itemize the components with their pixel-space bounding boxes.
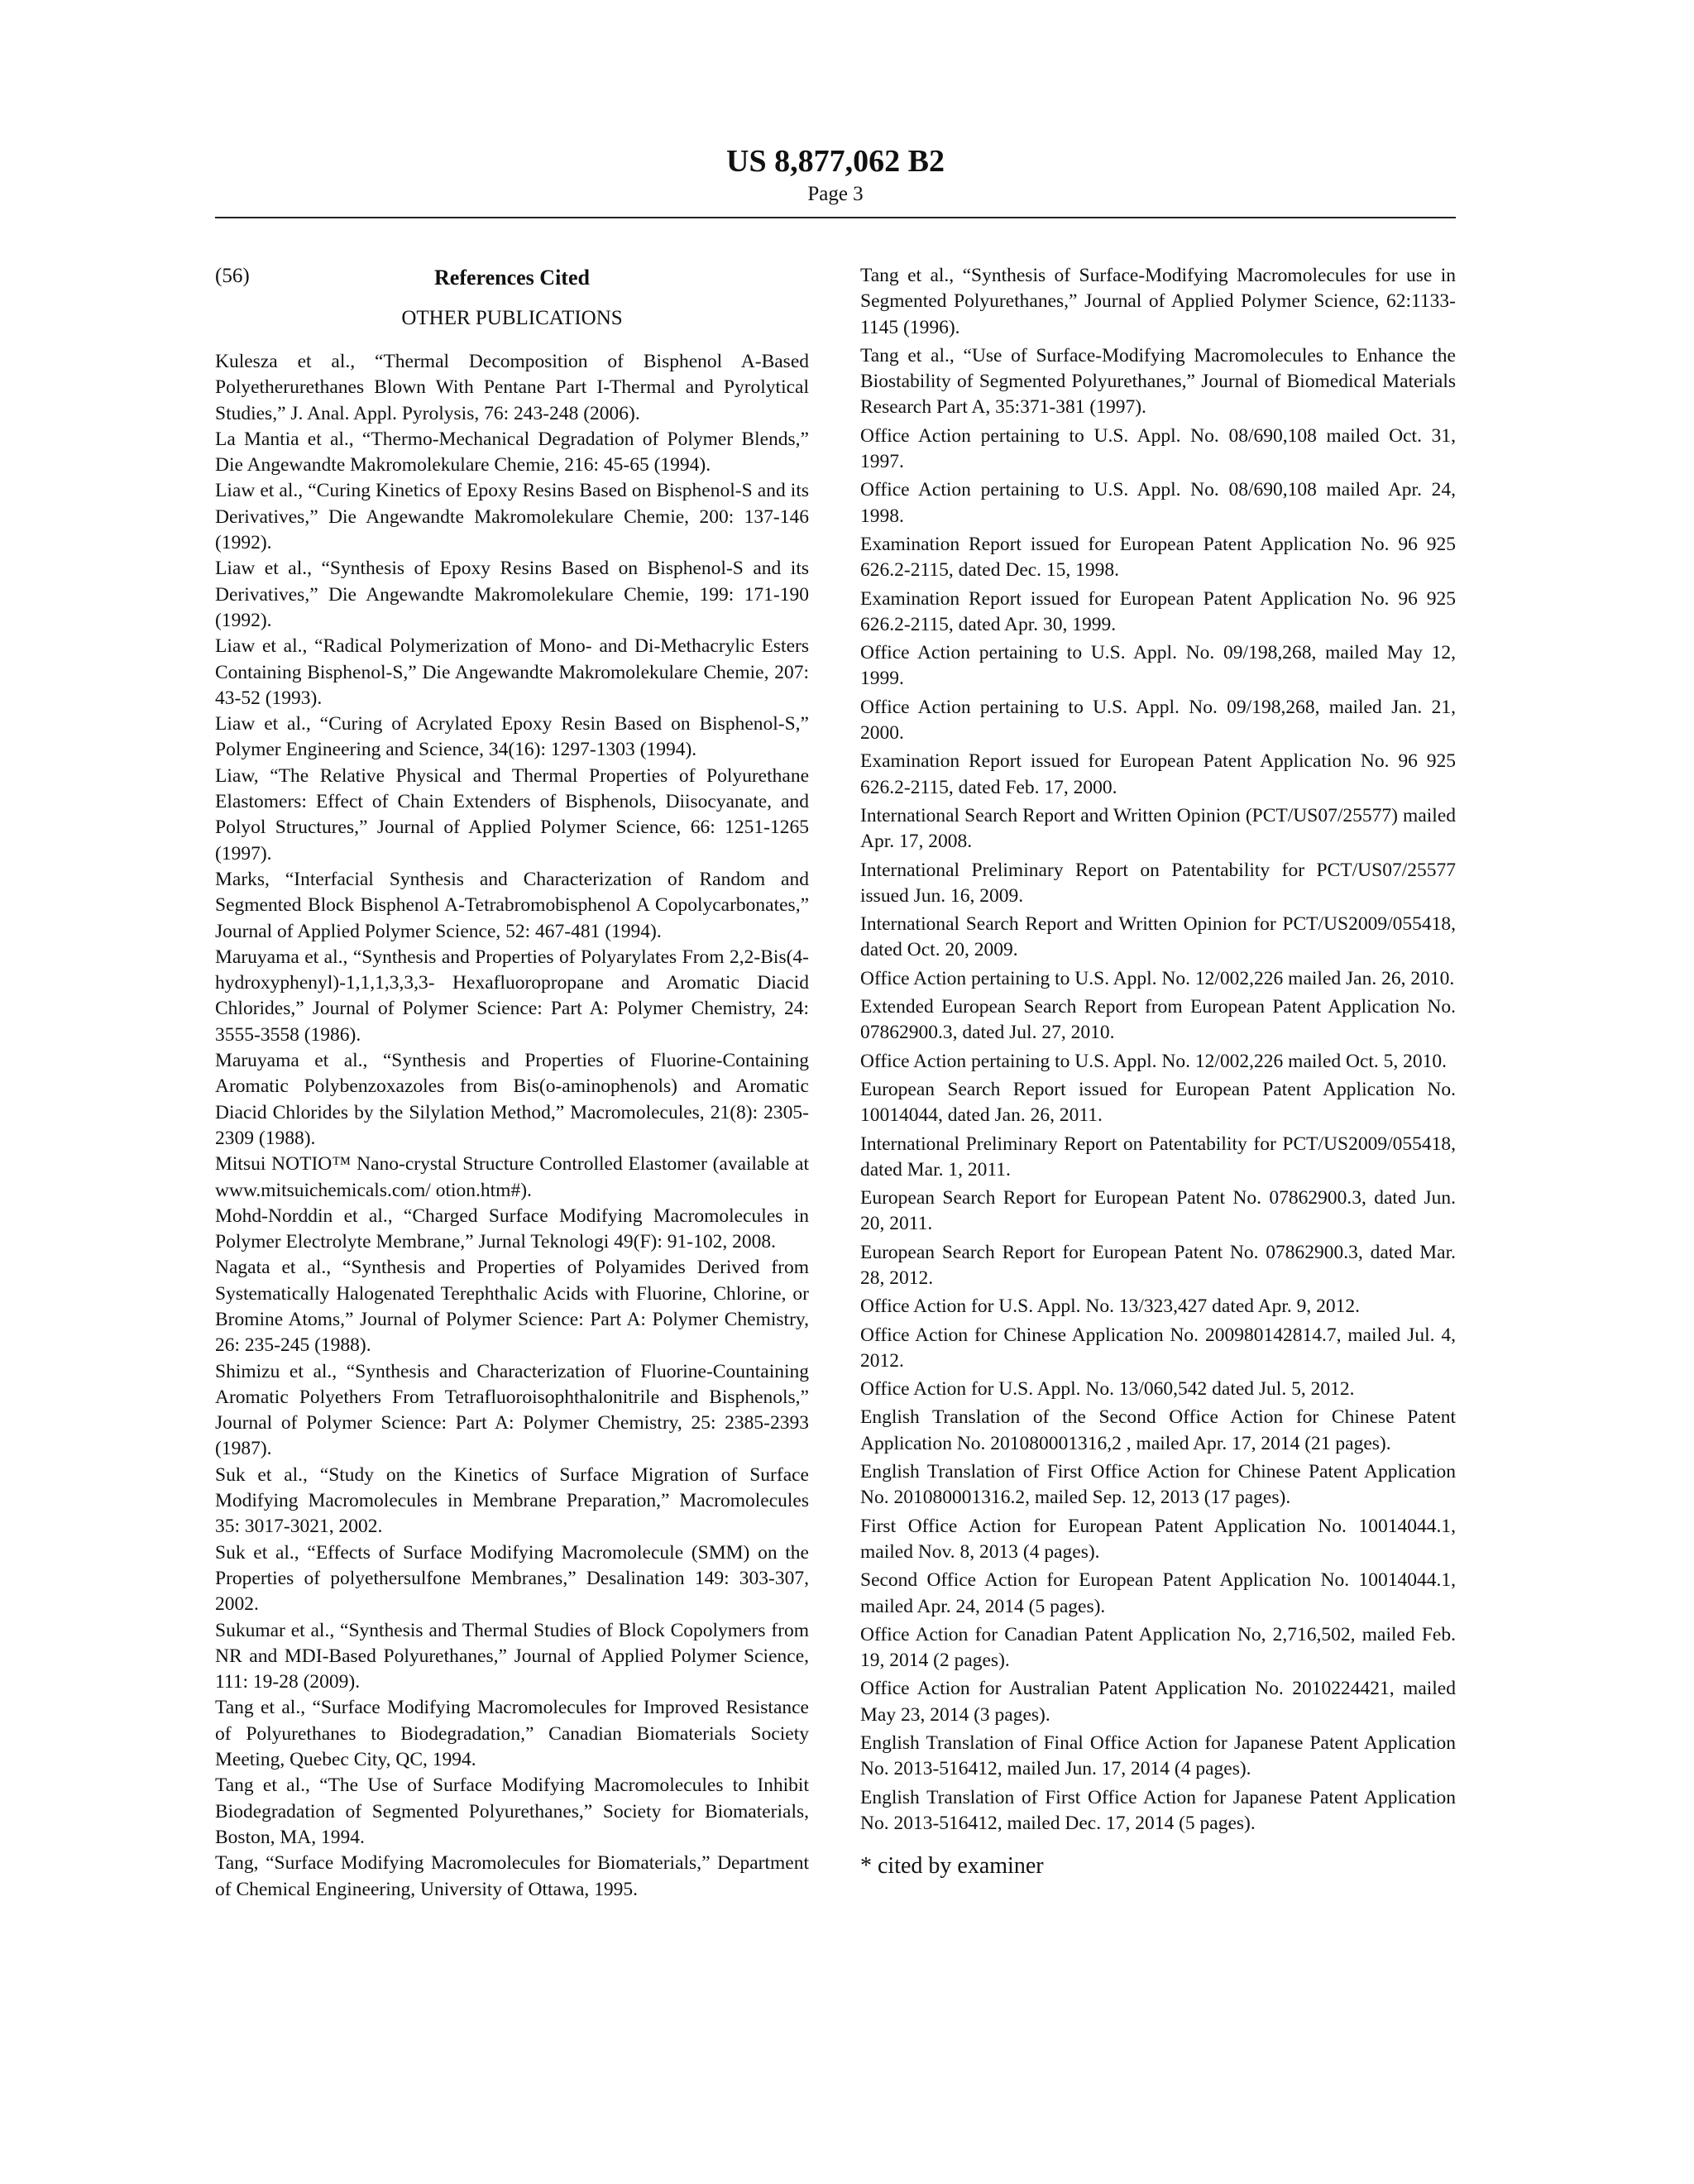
reference-entry: English Translation of Final Office Action for Japanese Patent Application No. 2013-516412, mailed Jun. 17, 2014 (4 pages). [860, 1732, 1456, 1780]
reference-entry: English Translation of the Second Office Action for Chinese Patent Application No. 201080001316,2 , mailed Apr. 17, 2014 (21 pages). [860, 1406, 1456, 1454]
reference-entry: English Translation of First Office Action for Japanese Patent Application No. 2013-516412, mailed Dec. 17, 2014 (5 pages). [860, 1786, 1456, 1834]
reference-entry: International Search Report and Written Opinion (PCT/US07/25577) mailed Apr. 17, 2008. [860, 804, 1456, 853]
reference-entry: Liaw et al., “Curing of Acrylated Epoxy Resin Based on Bisphenol-S,” Polymer Engineering and Science, 34(16): 1297-1303 (1994). [215, 713, 809, 761]
reference-entry: Kulesza et al., “Thermal Decomposition of Bisphenol A-Based Polyetherurethanes Blown With Pentane Part I-Thermal and Pyrolytical Studies,” J. Anal. Appl. Pyrolysis, 76: 243-248 (2006). [215, 351, 809, 424]
reference-entry: Office Action for U.S. Appl. No. 13/060,542 dated Jul. 5, 2012. [860, 1378, 1355, 1401]
reference-entry: Marks, “Interfacial Synthesis and Characterization of Random and Segmented Block Bisphenol A-Tetrabromobisphenol A Copolycarbonates,” Journal of Applied Polymer Science, 52: 467-481 (1994). [215, 868, 809, 942]
reference-entry: Office Action for U.S. Appl. No. 13/323,427 dated Apr. 9, 2012. [860, 1296, 1360, 1318]
reference-entry: European Search Report for European Patent No. 07862900.3, dated Jun. 20, 2011. [860, 1187, 1456, 1235]
reference-entry: Tang et al., “The Use of Surface Modifying Macromolecules to Inhibit Biodegradation of Segmented Polyurethanes,” Society for Biomaterials, Boston, MA, 1994. [215, 1774, 809, 1848]
reference-entry: English Translation of First Office Action for Chinese Patent Application No. 201080001316.2, mailed Sep. 12, 2013 (17 pages). [860, 1461, 1456, 1509]
section-number: (56) [215, 265, 250, 287]
reference-entry: Office Action pertaining to U.S. Appl. No. 09/198,268, mailed May 12, 1999. [860, 642, 1456, 690]
reference-entry: Tang et al., “Surface Modifying Macromolecules for Improved Resistance of Polyurethanes to Biodegradation,” Canadian Biomaterials Society Meeting, Quebec City, QC, 1994. [215, 1697, 809, 1771]
section-heading [215, 263, 809, 298]
reference-entry: European Search Report issued for European Patent Application No. 10014044, dated Jan. 26, 2011. [860, 1078, 1456, 1127]
reference-entry: Suk et al., “Study on the Kinetics of Surface Migration of Surface Modifying Macromolecules in Membrane Preparation,” Macromolecules 35: 3017-3021, 2002. [215, 1463, 809, 1538]
reference-entry: Office Action for Australian Patent Application No. 2010224421, mailed May 23, 2014 (3 pages). [860, 1678, 1456, 1726]
reference-entry: Examination Report issued for European Patent Application No. 96 925 626.2-2115, dated Feb. 17, 2000. [860, 750, 1456, 798]
reference-entry: Office Action for Canadian Patent Application No, 2,716,502, mailed Feb. 19, 2014 (2 pages). [860, 1623, 1456, 1672]
section-subtitle: OTHER PUBLICATIONS [401, 307, 623, 329]
reference-entry: International Preliminary Report on Patentability for PCT/US07/25577 issued Jun. 16, 2009. [860, 859, 1456, 907]
page-number: Page 3 [807, 183, 864, 205]
right-reference-list [860, 263, 1456, 1837]
reference-entry: Office Action pertaining to U.S. Appl. No. 12/002,226 mailed Oct. 5, 2010. [860, 1050, 1448, 1072]
reference-entry: Liaw, “The Relative Physical and Thermal Properties of Polyurethane Elastomers: Effect of Chain Extenders of Bisphenols, Diisocyanate, and Polyol Structures,” Journal of Applied Polymer Science, 66: 1251-1265 (1997). [215, 764, 809, 864]
header-rule [215, 217, 1456, 218]
reference-entry: Second Office Action for European Patent Application No. 10014044.1, mailed Apr. 24, 2014 (5 pages). [860, 1569, 1456, 1617]
reference-entry: Office Action pertaining to U.S. Appl. No. 09/198,268, mailed Jan. 21, 2000. [860, 696, 1456, 745]
reference-entry: European Search Report for European Patent No. 07862900.3, dated Mar. 28, 2012. [860, 1241, 1456, 1289]
reference-entry: Sukumar et al., “Synthesis and Thermal Studies of Block Copolymers from NR and MDI-Based Polyurethanes,” Journal of Applied Polymer Science, 111: 19-28 (2009). [215, 1619, 809, 1693]
reference-entry: Tang et al., “Synthesis of Surface-Modifying Macromolecules for use in Segmented Polyurethanes,” Journal of Applied Polymer Science, 62:1133-1145 (1996). [860, 265, 1456, 338]
reference-entry: La Mantia et al., “Thermo-Mechanical Degradation of Polymer Blends,” Die Angewandte Makromolekulare Chemie, 216: 45-65 (1994). [215, 428, 809, 477]
reference-entry: International Preliminary Report on Patentability for PCT/US2009/055418, dated Mar. 1, 2011. [860, 1133, 1456, 1181]
reference-entry: Maruyama et al., “Synthesis and Properties of Fluorine-Containing Aromatic Polybenzoxazoles from Bis(o-aminophenols) and Aromatic Diacid Chlorides by the Silylation Method,” Macromolecules, 21(8): 2305-2309 (1988). [215, 1050, 809, 1149]
reference-entry: Suk et al., “Effects of Surface Modifying Macromolecule (SMM) on the Properties of polyethersulfone Membranes,” Desalination 149: 303-307, 2002. [215, 1541, 809, 1616]
left-column [215, 263, 809, 1903]
reference-entry: Nagata et al., “Synthesis and Properties of Polyamides Derived from Systematically Halogenated Terephthalic Acids with Fluorine, Chlorine, or Bromine Atoms,” Journal of Polymer Science: Part A: Polymer Chemistry, 26: 235-245 (1988). [215, 1257, 809, 1357]
reference-entry: Shimizu et al., “Synthesis and Characterization of Fluorine-Countaining Aromatic Polyethers From Tetrafluoroisophthalonitrile and Bisphenols,” Journal of Polymer Science: Part A: Polymer Chemistry, 25: 2385-2393 (1987). [215, 1360, 809, 1460]
reference-entry: Extended European Search Report from European Patent Application No. 07862900.3, dated Jul. 27, 2010. [860, 996, 1456, 1044]
reference-entry: Liaw et al., “Synthesis of Epoxy Resins Based on Bisphenol-S and its Derivatives,” Die Angewandte Makromolekulare Chemie, 199: 171-190 (1992). [215, 558, 809, 631]
reference-entry: Office Action pertaining to U.S. Appl. No. 12/002,226 mailed Jan. 26, 2010. [860, 967, 1455, 989]
reference-entry: Maruyama et al., “Synthesis and Properties of Polyarylates From 2,2-Bis(4-hydroxyphenyl)-1,1,1,3,3,3- Hexafluoropropane and Aromatic Diacid Chlorides,” Journal of Polymer Science: Part A: Polymer Chemistry, 24: 3555-3558 (1986). [215, 946, 809, 1046]
reference-entry: Mohd-Norddin et al., “Charged Surface Modifying Macromolecules in Polymer Electrolyte Membrane,” Jurnal Teknologi 49(F): 91-102, 2008. [215, 1205, 809, 1253]
reference-entry: Office Action for Chinese Application No. 200980142814.7, mailed Jul. 4, 2012. [860, 1324, 1456, 1372]
reference-entry: Examination Report issued for European Patent Application No. 96 925 626.2-2115, dated Dec. 15, 1998. [860, 533, 1456, 582]
reference-entry: Mitsui NOTIO™ Nano-crystal Structure Controlled Elastomer (available at www.mitsuichemicals.com/ otion.htm#). [215, 1153, 809, 1201]
reference-entry: Tang et al., “Use of Surface-Modifying Macromolecules to Enhance the Biostability of Segmented Polyurethanes,” Journal of Biomedical Materials Research Part A, 35:371-381 (1997). [860, 344, 1456, 419]
reference-entry: Office Action pertaining to U.S. Appl. No. 08/690,108 mailed Apr. 24, 1998. [860, 479, 1456, 527]
reference-entry: First Office Action for European Patent Application No. 10014044.1, mailed Nov. 8, 2013 (4 pages). [860, 1515, 1456, 1563]
page-header [215, 142, 1456, 207]
section-title: References Cited [434, 266, 590, 290]
reference-entry: Office Action pertaining to U.S. Appl. No. 08/690,108 mailed Oct. 31, 1997. [860, 424, 1456, 473]
reference-entry: International Search Report and Written Opinion for PCT/US2009/055418, dated Oct. 20, 2009. [860, 913, 1456, 961]
reference-entry: Examination Report issued for European Patent Application No. 96 925 626.2-2115, dated Apr. 30, 1999. [860, 587, 1456, 635]
reference-entry: Liaw et al., “Curing Kinetics of Epoxy Resins Based on Bisphenol-S and its Derivatives,” Die Angewandte Makromolekulare Chemie, 200: 137-146 (1992). [215, 480, 809, 554]
patent-number: US 8,877,062 B2 [726, 144, 945, 179]
reference-entry: Tang, “Surface Modifying Macromolecules for Biomaterials,” Department of Chemical Engineering, University of Ottawa, 1995. [215, 1852, 809, 1900]
left-reference-list [215, 349, 809, 1903]
footnote: * cited by examiner [860, 1853, 1044, 1880]
reference-entry: Liaw et al., “Radical Polymerization of Mono- and Di-Methacrylic Esters Containing Bisphenol-S,” Die Angewandte Makromolekulare Chemie, 207: 43-52 (1993). [215, 635, 809, 709]
right-column [860, 263, 1456, 1881]
